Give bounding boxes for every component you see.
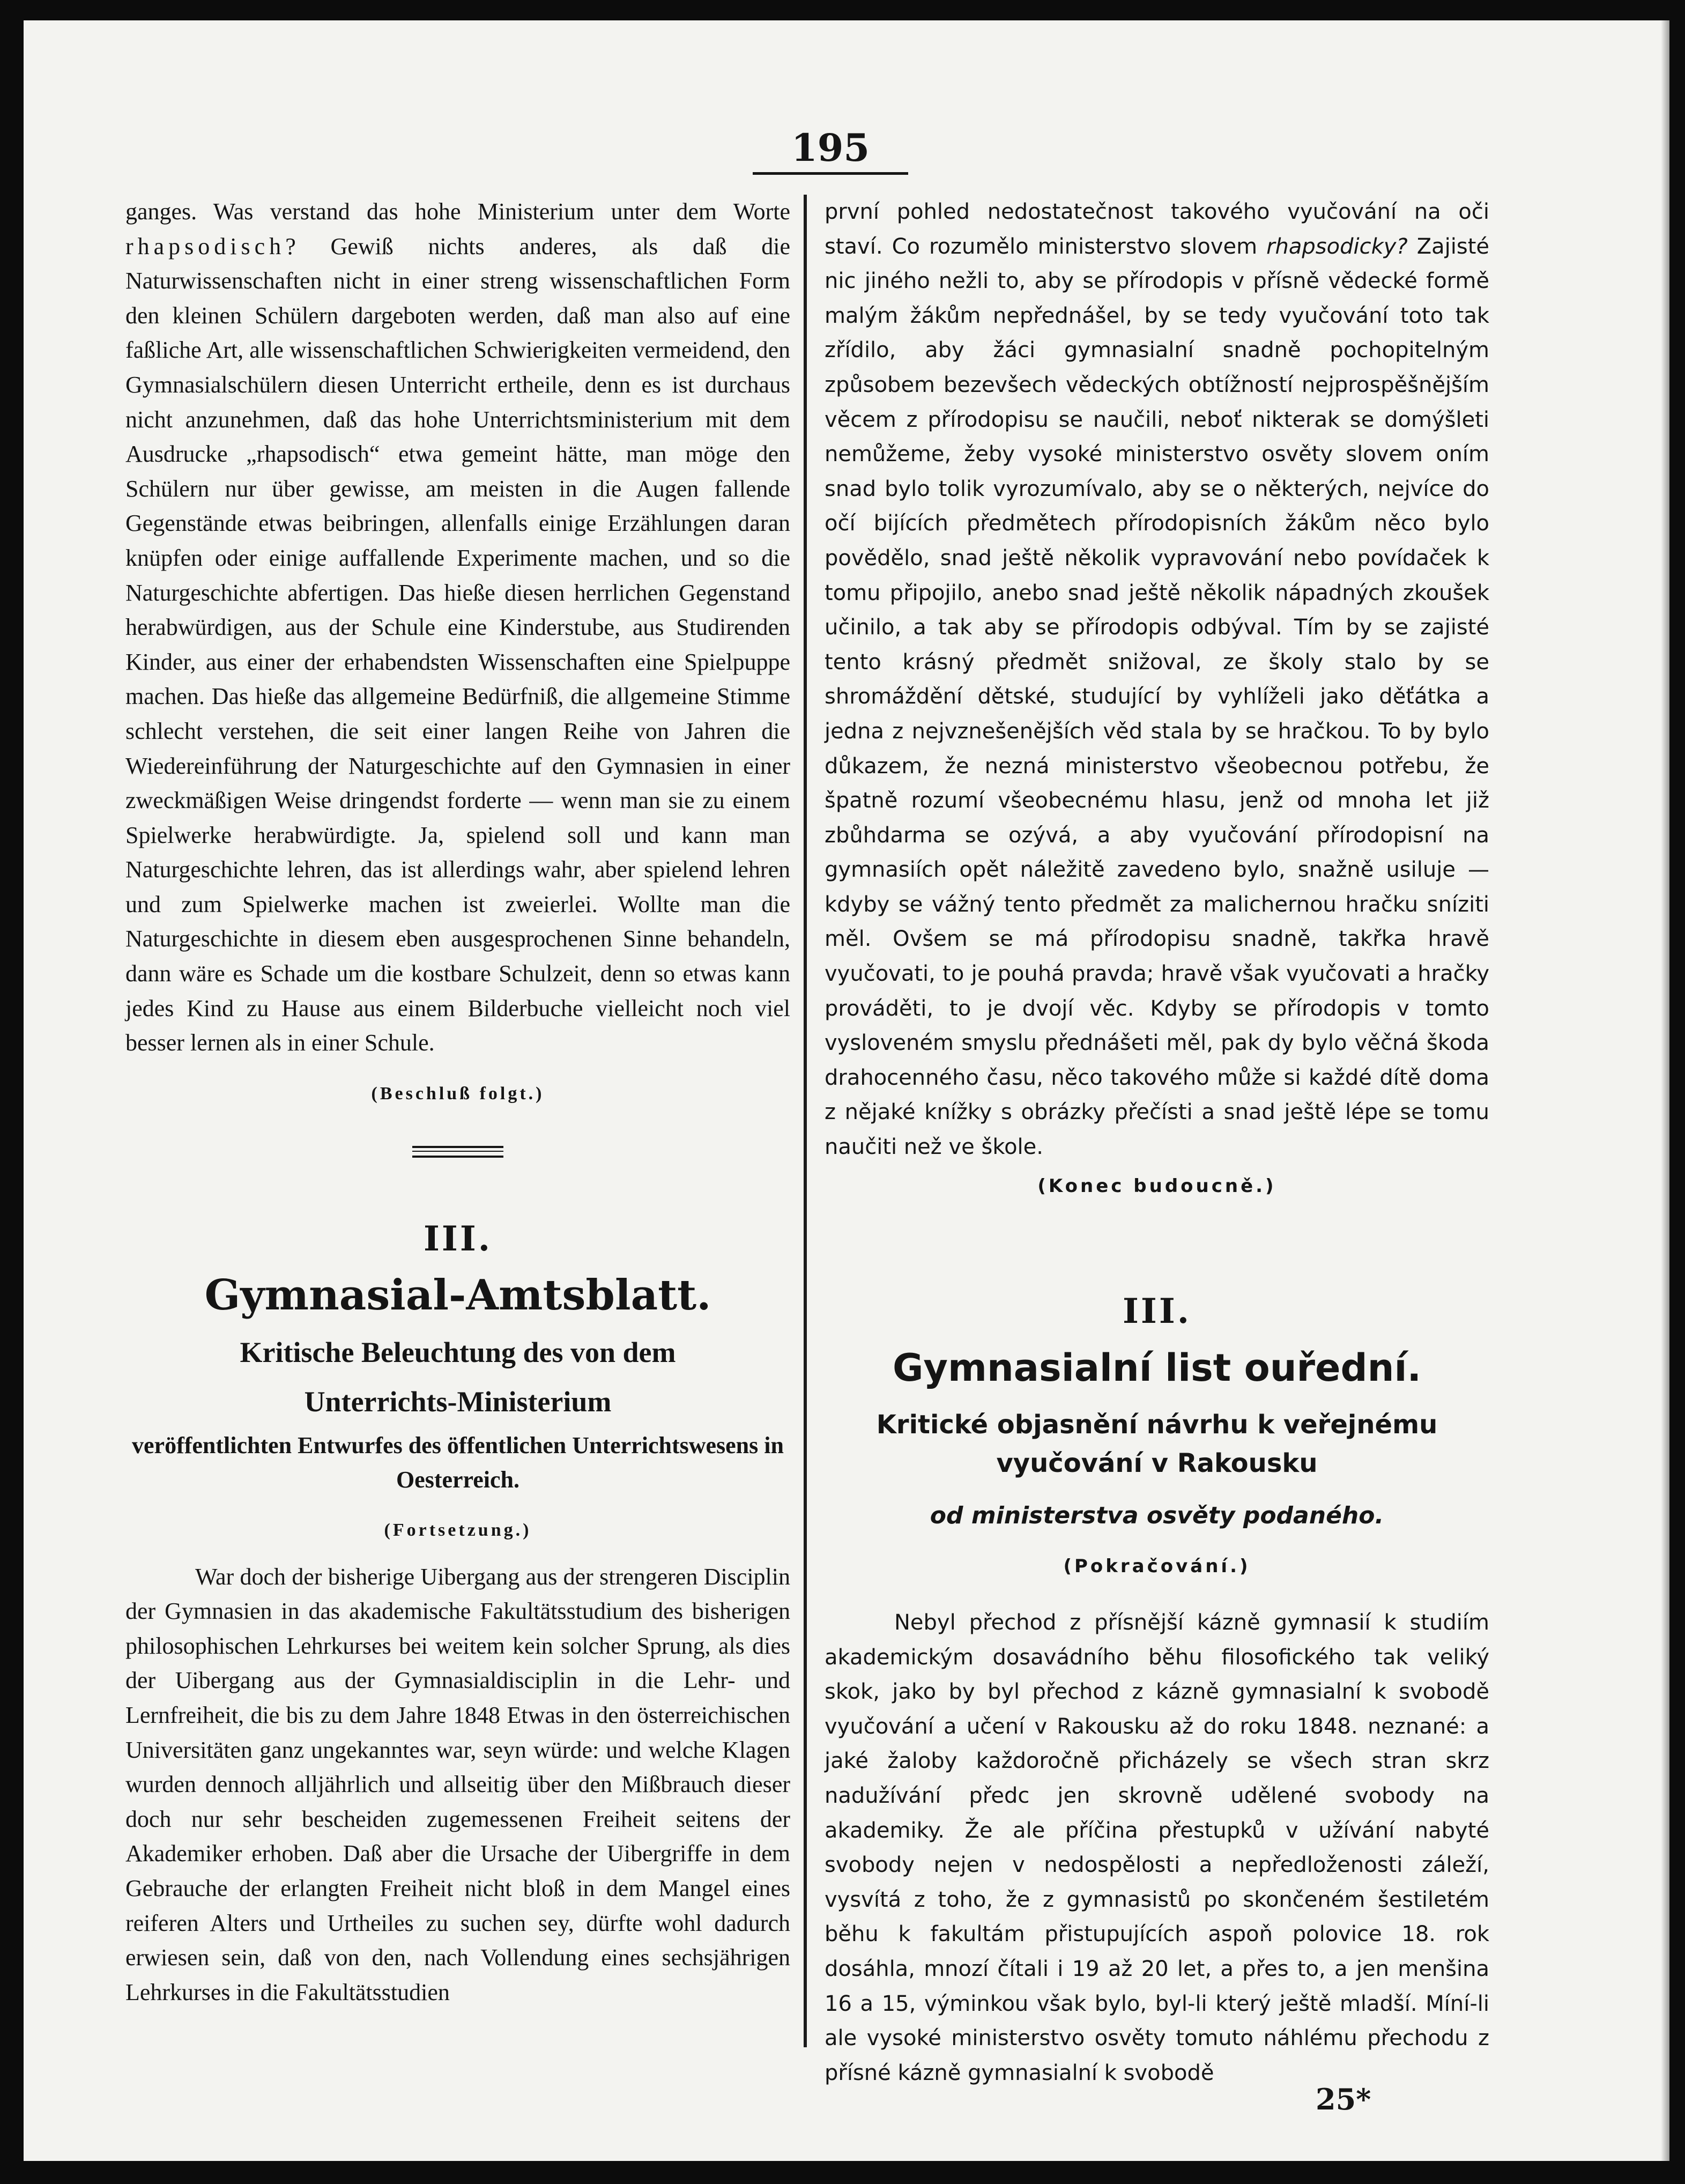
right-article-title: Kritické objasnění návrhu k veřejnému vyučování v Rakousku bbox=[876, 1409, 1438, 1478]
column-divider bbox=[804, 195, 807, 2047]
left-section-number: III. bbox=[423, 1219, 493, 1260]
right-closing-note: (Konec budoucně.) bbox=[1037, 1175, 1276, 1197]
left-continuation-part-1: ganges. Was verstand das hohe Ministerium unter dem Worte bbox=[125, 198, 790, 225]
left-article-body: War doch der bisherige Uibergang aus der strengeren Disciplin der Gymnasien in das akademische Fakultätsstudium des bisherigen philosophischen Lehrkurses bei weitem kein solcher Sprung, als dies der Uibergang aus der Gymnasialdisciplin in die Lehr- und Lernfreiheit, die bis zu dem Jahre 1848 Etwas in den österreichischen Universitäten ganz ungekanntes war, seyn würde: und welche Klagen wurden dennoch alljährlich und allseitig über den Mißbrauch dieser doch nur sehr bescheiden zugemessenen Freiheit seitens der Akademiker erhoben. Daß aber die Ursache der Uibergriffe in dem Gebrauche der erlangten Freiheit nicht bloß in dem Mangel eines reiferen Alters und Urtheiles zu suchen sey, dürfte wohl dadurch erwiesen sein, daß von den, nach Vollendung eines sechsjährigen Lehrkurses in die Fakultätsstudien bbox=[125, 1563, 790, 2005]
scan-edge-shadow bbox=[1661, 20, 1669, 2161]
left-emphasis-rhapsodisch: rhapsodisch bbox=[125, 233, 286, 260]
left-continuation-part-2: ? Gewiß nichts anderes, als daß die Naturwissenschaften nicht in einer streng wissenschaftlichen Form den kleinen Schülern dargeboten werden, daß man also auf eine faßliche Art, alle wissenschaftlichen Schwierigkeiten vermeidend, den Gymnasialschülern diesen Unterricht ertheile, denn es ist durchaus nicht anzunehmen, daß das hohe Unterrichtsministerium mit dem Ausdrucke „rhapsodisch“ etwa gemeint hätte, man möge den Schülern nur über gewisse, am meisten in die Augen fallende Gegenstände etwas beibringen, allenfalls einige Erzählungen daran knüpfen oder einige auffallende Experimente machen, und so die Naturgeschichte abfertigen. Das hieße diesen herrlichen Gegenstand herabwürdigen, aus der Schule eine Kinderstube, aus Studirenden Kinder, aus einer der erhabendsten Wissenschaften eine Spielpuppe machen. Das hieße das allgemeine Bedürfniß, die allgemeine Stimme schlecht verstehen, die seit einer langen Reihe von Jahren die Wiedereinführung der Naturgeschichte auf den Gymnasien in einer zweckmäßigen Weise dringendst forderte — wenn man sie zu einem Spielwerke herabwürdigte. Ja, spielend soll und kann man Naturgeschichte lehren, das ist allerdings wahr, aber spielend lehren und zum Spielwerke machen ist zweierlei. Wollte man die Naturgeschichte in diesem eben ausgesprochenen Sinne behandeln, dann wäre es Schade um die kostbare Schulzeit, denn so etwas kann jedes Kind zu Hause aus einem Bilderbuche vielleicht noch viel besser lernen als in einer Schule. bbox=[125, 233, 790, 1056]
left-separator bbox=[412, 1146, 503, 1158]
right-article-subtitle: od ministerstva osvěty podaného. bbox=[930, 1501, 1384, 1529]
left-column-german bbox=[125, 195, 790, 2010]
scanned-page bbox=[24, 20, 1669, 2161]
right-column-czech bbox=[825, 195, 1489, 2090]
left-continuation-text bbox=[125, 195, 790, 1061]
left-section-title: Gymnasial-Amtsblatt. bbox=[204, 1271, 711, 1320]
right-continuation-part-2: Zajisté nic jiného nežli to, aby se přírodopis v přísně vědecké formě malým žákům nepřednášel, by se tedy vyučování toto tak zřídilo, aby žáci gymnasialní snadně pochopitelným způsobem bezevšech vědeckých obtížností nejprospěšnějším věcem z přírodopisu se naučili, neboť nikterak se domýšleti nemůžeme, žeby vysoké ministerstvo osvěty slovem oním snad bylo tolik vyrozumívalo, aby se o některých, nejvíce do očí bijících předmětech přírodopisních žákům něco bylo povědělo, snad ještě několik vypravování nebo povídaček k tomu připojilo, anebo snad ještě několik nápadných zkoušek učinilo, a tak aby se přírodopis odbýval. Tím by se zajisté tento krásný předmět snižoval, ze školy stalo by se shromáždění dětské, studující by vyhlíželi jako děťátka a jedna z nejvznešenějších věd stala by se hračkou. To by bylo důkazem, že nezná ministerstvo všeobecnou potřebu, že špatně rozumí všeobecnému hlasu, jenž od mnoha let již zbůhdarma se ozývá, a aby vyučování přírodopisní na gymnasiích opět náležitě zavedeno bylo, snažně usiluje — kdyby se vážný tento předmět za malichernou hračku sníziti měl. Ovšem se má přírodopisu snadně, takřka hravě vyučovati, to je pouhá pravda; hravě však vyučovati a hračky prováděti, to je dvojí věc. Kdyby se přírodopis v tomto vysloveném smyslu přednášeti měl, pak dy bylo věčná škoda drahocenného času, něco takového může si každé dítě doma z nějaké knížky s obrázky přečísti a snad ještě lépe se tomu naučiti než ve škole. bbox=[825, 234, 1489, 1160]
left-article-subtitle: veröffentlichten Entwurfes des öffentlichen Unterrichtswesens in Oesterreich. bbox=[132, 1432, 784, 1493]
left-closing-note: (Beschluß folgt.) bbox=[371, 1083, 545, 1104]
right-continuation-part-1: první pohled nedostatečnost takového vyučování na oči staví. Co rozumělo ministerstvo slovem bbox=[825, 199, 1489, 259]
right-continuation-text bbox=[825, 195, 1489, 1165]
printer-signature-mark: 25* bbox=[1316, 2082, 1371, 2116]
right-section-number: III. bbox=[1122, 1291, 1192, 1332]
left-article-title-line-2: Unterrichts-Ministerium bbox=[304, 1386, 612, 1418]
right-section-title: Gymnasialní list ouřední. bbox=[892, 1345, 1422, 1390]
left-article-title-line-1: Kritische Beleuchtung des von dem bbox=[240, 1336, 676, 1369]
page-number: 195 bbox=[791, 125, 870, 170]
right-article-body: Nebyl přechod z přísnější kázně gymnasií k studiím akademickým dosavádního běhu filosofického tak veliký skok, jako by byl přechod z kázně gymnasialní k svobodě vyučování a učení v Rakousku až do roku 1848. neznané: a jaké žaloby každoročně přicházely se všech stran skrz nadužívání předc jen skrovně udělené svobody na akademiky. Že ale příčina přestupků v užívání nabyté svobody nejen v nedospělosti a nepředloženosti záleží, vysvítá z toho, že z gymnasistů po skončeném šestiletém běhu k fakultám přistupujících aspoň polovice 18. rok dosáhla, mnozí čítali i 19 až 20 let, a přes to, a jen menšina 16 a 15, výminkou však bylo, byl-li který ještě mladší. Míní-li ale vysoké ministerstvo osvěty tomuto náhlému přechodu z přísné kázně gymnasialní k svobodě bbox=[825, 1610, 1489, 2085]
right-emphasis-rhapsodicky: rhapsodicky? bbox=[1266, 234, 1408, 259]
page-number-rule bbox=[753, 172, 908, 175]
right-article-note: (Pokračování.) bbox=[1063, 1556, 1251, 1578]
left-article-note: (Fortsetzung.) bbox=[384, 1520, 532, 1541]
